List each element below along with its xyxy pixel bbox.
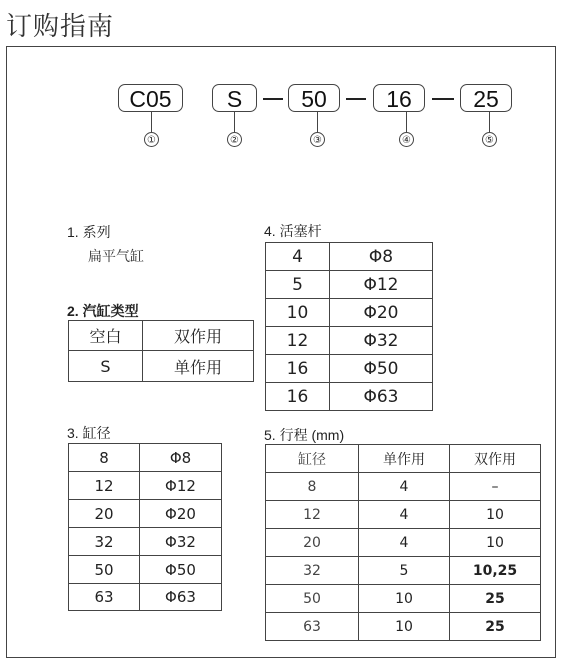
code-rod-box: 16 (373, 84, 425, 112)
code-type-box: S (212, 84, 257, 112)
code-leader-line (489, 112, 490, 132)
code-series-box: C05 (118, 84, 183, 112)
table-cell: 63 (69, 584, 140, 611)
table-row (69, 472, 222, 500)
table-cell: 8 (69, 444, 140, 472)
column-header: 缸径 (266, 445, 359, 473)
section-rod-title: 4. 活塞杆 (264, 223, 322, 239)
table-header-row (266, 445, 541, 473)
column-header: 单作用 (359, 445, 450, 473)
table-cell: Φ32 (330, 327, 433, 355)
table-row (266, 613, 541, 641)
code-leader-line (317, 112, 318, 132)
table-cell: 12 (69, 472, 140, 500)
table-row (266, 299, 433, 327)
table-cell: – (450, 473, 541, 501)
table-cell: Φ8 (330, 243, 433, 271)
table-cell: 10 (359, 613, 450, 641)
table-cell: 16 (266, 355, 330, 383)
code-leader-line (151, 112, 152, 132)
stroke-table (265, 444, 541, 641)
table-cell: Φ20 (330, 299, 433, 327)
table-cell: 12 (266, 327, 330, 355)
table-cell: 25 (450, 613, 541, 641)
table-cell: 32 (266, 557, 359, 585)
table-cell: 20 (266, 529, 359, 557)
type-table (68, 320, 254, 382)
page-title: 订购指南 (6, 12, 115, 42)
table-cell: 5 (359, 557, 450, 585)
code-leader-line (234, 112, 235, 132)
marker-5: ⑤ (482, 132, 497, 147)
section-bore-title: 3. 缸径 (67, 425, 111, 441)
table-cell: Φ8 (140, 444, 222, 472)
table-cell: Φ50 (140, 556, 222, 584)
table-cell: 50 (266, 585, 359, 613)
table-cell: 4 (359, 529, 450, 557)
table-row (266, 501, 541, 529)
table-row (266, 585, 541, 613)
table-cell: 12 (266, 501, 359, 529)
table-cell: Φ20 (140, 500, 222, 528)
table-row (69, 528, 222, 556)
table-cell: Φ12 (330, 271, 433, 299)
table-cell: 4 (359, 473, 450, 501)
table-cell: 10 (450, 529, 541, 557)
table-cell: Φ12 (140, 472, 222, 500)
code-leader-line (406, 112, 407, 132)
table-cell: Φ32 (140, 528, 222, 556)
table-cell: S (69, 351, 143, 382)
table-row (266, 271, 433, 299)
table-cell: 10 (450, 501, 541, 529)
table-cell: 25 (450, 585, 541, 613)
table-row (266, 557, 541, 585)
table-row (266, 383, 433, 411)
table-row (266, 327, 433, 355)
table-cell: Φ50 (330, 355, 433, 383)
rod-table (265, 242, 433, 411)
table-row (266, 355, 433, 383)
table-cell: 4 (266, 243, 330, 271)
table-cell: 双作用 (143, 321, 254, 351)
table-row (69, 444, 222, 472)
code-dash (346, 98, 366, 100)
table-row (69, 321, 254, 351)
table-row (69, 500, 222, 528)
table-row (266, 243, 433, 271)
table-cell: 16 (266, 383, 330, 411)
table-cell: 空白 (69, 321, 143, 351)
table-cell: 63 (266, 613, 359, 641)
table-cell: 10,25 (450, 557, 541, 585)
table-cell: Φ63 (140, 584, 222, 611)
table-row (266, 529, 541, 557)
table-cell: 10 (266, 299, 330, 327)
section-type-title: 2. 汽缸类型 (67, 303, 139, 319)
code-stroke-box: 25 (460, 84, 512, 112)
marker-4: ④ (399, 132, 414, 147)
table-cell: 20 (69, 500, 140, 528)
table-cell: Φ63 (330, 383, 433, 411)
table-cell: 4 (359, 501, 450, 529)
table-cell: 32 (69, 528, 140, 556)
table-row (69, 556, 222, 584)
section-stroke-title: 5. 行程 (mm) (264, 427, 345, 443)
table-cell: 10 (359, 585, 450, 613)
section-series-title: 1. 系列 (67, 224, 111, 240)
table-row (69, 351, 254, 382)
table-row (266, 473, 541, 501)
code-dash (432, 98, 454, 100)
bore-table (68, 443, 222, 611)
code-bore-box: 50 (288, 84, 340, 112)
table-cell: 8 (266, 473, 359, 501)
series-value: 扁平气缸 (88, 249, 144, 265)
table-cell: 50 (69, 556, 140, 584)
column-header: 双作用 (450, 445, 541, 473)
code-dash (263, 98, 283, 100)
marker-2: ② (227, 132, 242, 147)
table-row (69, 584, 222, 611)
marker-3: ③ (310, 132, 325, 147)
marker-1: ① (144, 132, 159, 147)
table-cell: 单作用 (143, 351, 254, 382)
table-cell: 5 (266, 271, 330, 299)
